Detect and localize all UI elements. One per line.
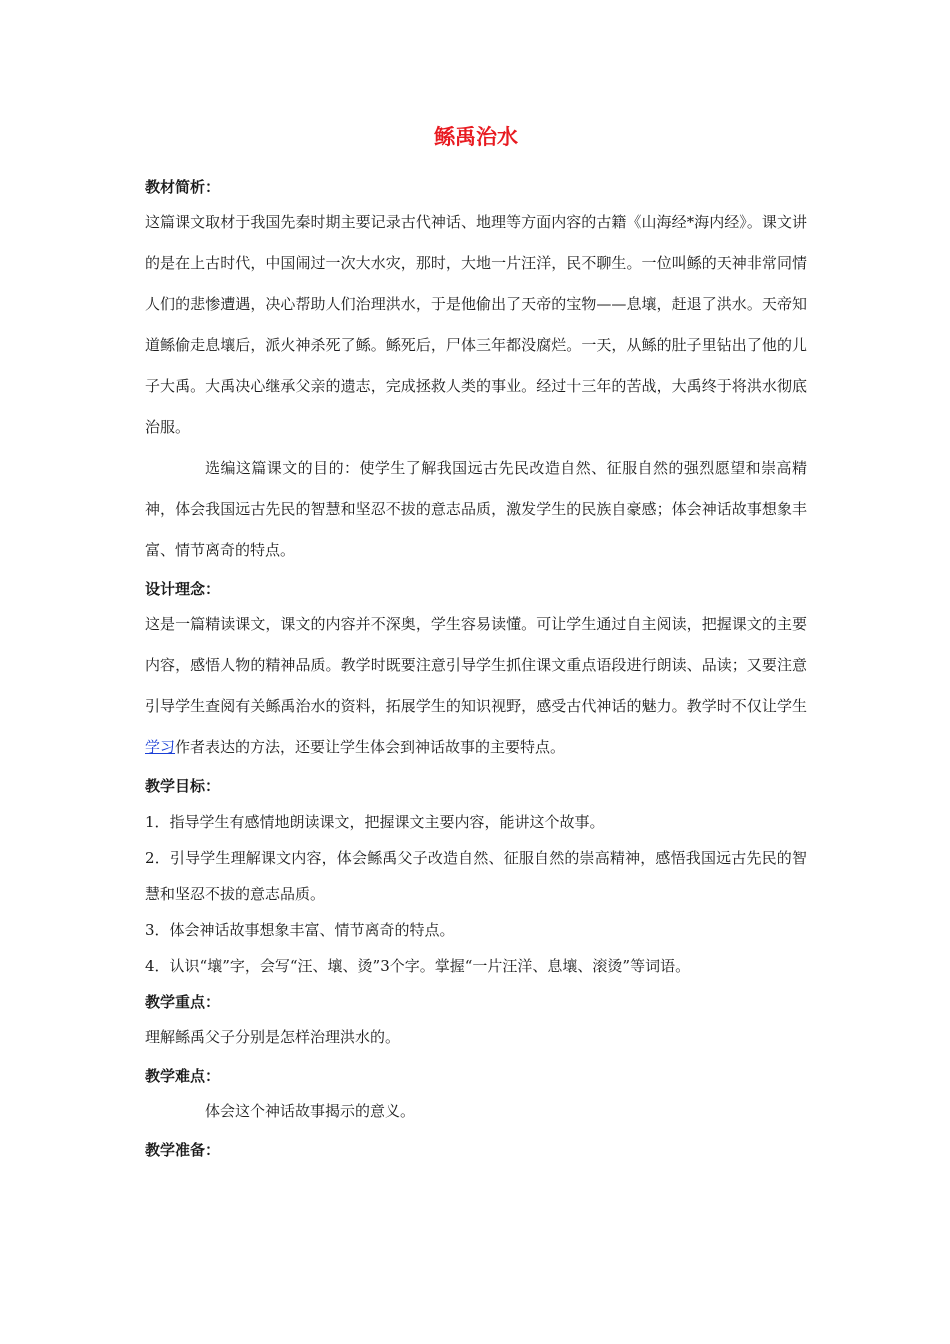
key-points-paragraph: 理解鲧禹父子分别是怎样治理洪水的。: [145, 1028, 401, 1046]
document-title: 鲧禹治水: [434, 125, 518, 149]
heading-textbook-analysis: 教材简析：: [145, 178, 221, 196]
heading-teaching-preparation: 教学准备：: [145, 1141, 221, 1159]
design-concept-text-after: 作者表达的方法，还要让学生体会到神话故事的主要特点。: [175, 738, 566, 756]
document-body: [145, 172, 807, 1165]
heading-teaching-goals: 教学目标：: [145, 777, 221, 795]
goal-item-1: 1．指导学生有感情地朗读课文，把握课文主要内容，能讲这个故事。: [145, 813, 605, 831]
heading-difficult-points: 教学难点：: [145, 1067, 221, 1085]
goal-item-4: 4．认识“壤”字，会写“汪、壤、烫”3个字。掌握“一片汪洋、息壤、滚烫”等词语。: [145, 957, 691, 975]
goal-item-2: 2．引导学生理解课文内容，体会鲧禹父子改造自然、征服自然的崇高精神，感悟我国远古先民的智慧和坚忍不拔的意志品质。: [145, 849, 807, 903]
heading-key-points: 教学重点：: [145, 993, 221, 1011]
heading-design-concept: 设计理念：: [145, 580, 221, 598]
difficult-points-paragraph: 体会这个神话故事揭示的意义。: [205, 1102, 416, 1120]
goal-item-3: 3．体会神话故事想象丰富、情节离奇的特点。: [145, 921, 455, 939]
study-link[interactable]: 学习: [145, 738, 176, 756]
design-concept-text-before: 这是一篇精读课文，课文的内容并不深奥，学生容易读懂。可让学生通过自主阅读，把握课文的主要内容，感悟人物的精神品质。教学时既要注意引导学生抓住课文重点语段进行朗读、品读；又要注意引导学生查阅有关鲧禹治水的资料，拓展学生的知识视野，感受古代神话的魅力。教学时不仅让学生: [145, 615, 807, 715]
textbook-analysis-paragraph-1: 这篇课文取材于我国先秦时期主要记录古代神话、地理等方面内容的古籍《山海经*海内经》。课文讲的是在上古时代，中国闹过一次大水灾，那时，大地一片汪洋，民不聊生。一位叫鲧的天神非常同情人们的悲惨遭遇，决心帮助人们治理洪水，于是他偷出了天帝的宝物——息壤，赶退了洪水。天帝知道鲧偷走息壤后，派火神杀死了鲧。鲧死后，尸体三年都没腐烂。一天，从鲧的肚子里钻出了他的儿子大禹。大禹决心继承父亲的遗志，完成拯救人类的事业。经过十三年的苦战，大禹终于将洪水彻底治服。: [145, 213, 807, 436]
design-concept-paragraph: [145, 604, 807, 768]
textbook-analysis-paragraph-2: 选编这篇课文的目的：使学生了解我国远古先民改造自然、征服自然的强烈愿望和崇高精神，体会我国远古先民的智慧和坚忍不拔的意志品质，激发学生的民族自豪感；体会神话故事想象丰富、情节离奇的特点。: [145, 459, 807, 559]
